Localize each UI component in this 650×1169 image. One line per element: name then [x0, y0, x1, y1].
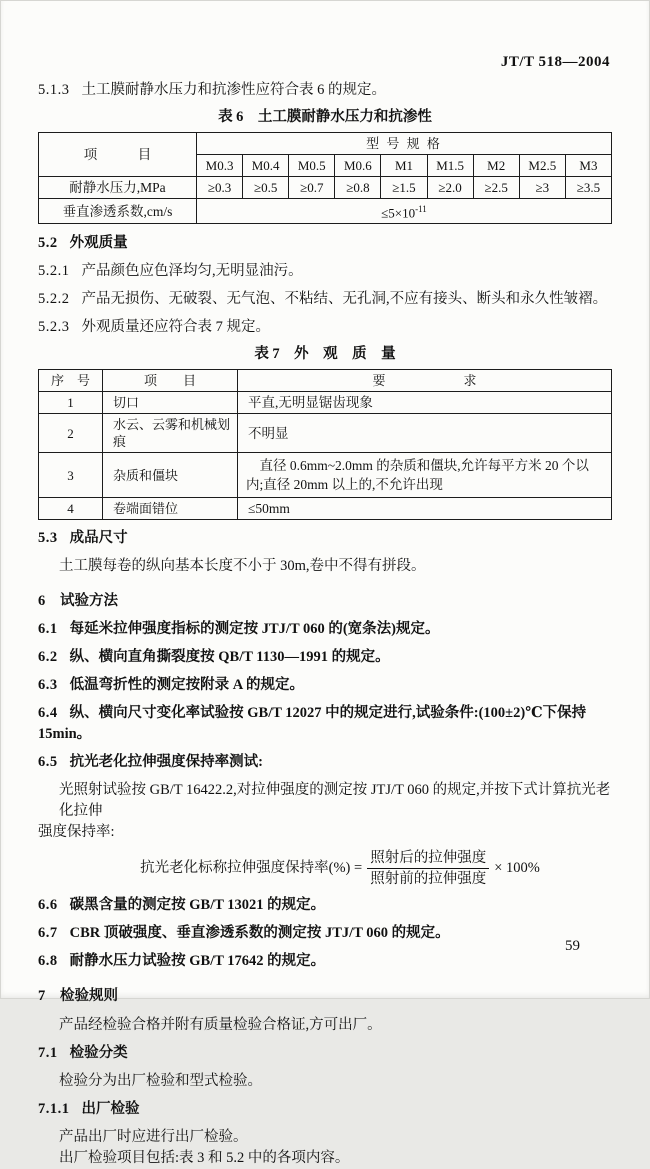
table-6: [38, 132, 612, 224]
row-seq: 1: [39, 392, 103, 414]
pressure-value: ≥2.0: [427, 177, 473, 199]
pressure-value: ≥0.5: [243, 177, 289, 199]
table-row: [39, 370, 612, 392]
formula-denominator: 照射前的拉伸强度: [370, 871, 487, 888]
clause-5-2-1: 5.2.1 产品颜色应色泽均匀,无明显油污。: [38, 263, 303, 280]
clause-6-4: 6.4 纵、横向尺寸变化率试验按 GB/T 12027 中的规定进行,试验条件:(100±2)℃下保持 15min。: [38, 705, 587, 743]
table-7-col-item: 项 目: [103, 370, 238, 392]
table-row: [39, 199, 612, 224]
row-seq: 4: [39, 498, 103, 520]
clause-6-1: 6.1 每延米拉伸强度指标的测定按 JTJ/T 060 的(宽条法)规定。: [38, 621, 440, 638]
row-item: 水云、云雾和机械划痕: [103, 414, 238, 453]
model-col: M1.5: [427, 155, 473, 177]
heading-7-1-1: 7.1.1 出厂检验: [38, 1101, 140, 1118]
pressure-value: ≥3.5: [565, 177, 611, 199]
row-seq: 3: [39, 453, 103, 498]
table-row: [39, 177, 612, 199]
pressure-value: ≥0.8: [335, 177, 381, 199]
row-req: 直径 0.6mm~2.0mm 的杂质和僵块,允许每平方米 20 个以内;直径 20mm 以上的,不允许出现: [238, 453, 612, 498]
clause-5-2-2: 5.2.2 产品无损伤、无破裂、无气泡、不粘结、无孔洞,不应有接头、断头和永久性皱褶。: [38, 291, 608, 308]
formula-lhs: 抗光老化标称拉伸强度保持率(%) =: [140, 860, 363, 877]
formula-numerator: 照射后的拉伸强度: [367, 849, 489, 869]
body-6-5-line1: 光照射试验按 GB/T 16422.2,对拉伸强度的测定按 JTJ/T 060 的规定,并按下式计算抗光老化拉伸: [59, 782, 611, 820]
clause-6-5: 6.5 抗光老化拉伸强度保持率测试:: [38, 754, 263, 771]
doc-number: JT/T 518—2004: [500, 54, 610, 70]
page-number: 59: [565, 938, 580, 954]
clause-6-2: 6.2 纵、横向直角撕裂度按 QB/T 1130—1991 的规定。: [38, 649, 390, 666]
pressure-value: ≥3: [519, 177, 565, 199]
model-col: M2.5: [519, 155, 565, 177]
permeability-value: $\le 5\times 10^{-11}$: [197, 199, 612, 224]
row-req: 平直,无明显锯齿现象: [238, 392, 612, 414]
pressure-value: ≥0.7: [289, 177, 335, 199]
row-req: ≤50mm: [238, 498, 612, 520]
clause-6-6: 6.6 碳黑含量的测定按 GB/T 13021 的规定。: [38, 897, 326, 914]
table-row: [39, 414, 612, 453]
model-col: M0.4: [243, 155, 289, 177]
row-item: 切口: [103, 392, 238, 414]
clause-6-3: 6.3 低温弯折性的测定按附录 A 的规定。: [38, 677, 305, 694]
row-item: 卷端面错位: [103, 498, 238, 520]
body-5-3: 土工膜每卷的纵向基本长度不小于 30m,卷中不得有拼段。: [59, 558, 426, 575]
pressure-value: ≥2.5: [473, 177, 519, 199]
heading-7: 7 检验规则: [38, 988, 118, 1005]
model-col: M3: [565, 155, 611, 177]
uv-aging-retention-formula: [68, 849, 612, 888]
pressure-value: ≥0.3: [197, 177, 243, 199]
table-6-title: 表 6 土工膜耐静水压力和抗渗性: [218, 109, 432, 125]
table-row: [39, 133, 612, 155]
table-6-header-spec: 型 号 规 格: [197, 133, 612, 155]
body-7-1-1-line2: 出厂检验项目包括:表 3 和 5.2 中的各项内容。: [59, 1150, 350, 1167]
clause-5-2-3: 5.2.3 外观质量还应符合表 7 规定。: [38, 319, 270, 336]
model-col: M1: [381, 155, 427, 177]
pressure-value: ≥1.5: [381, 177, 427, 199]
body-6-5-line2: 强度保持率:: [38, 824, 115, 841]
row-item: 杂质和僵块: [103, 453, 238, 498]
clause-text: 土工膜耐静水压力和抗渗性应符合表 6 的规定。: [81, 82, 386, 98]
clause-number: 5.1.3: [38, 82, 70, 98]
table-7: [38, 369, 612, 520]
heading-7-1: 7.1 检验分类: [38, 1045, 128, 1062]
table-row: [39, 453, 612, 498]
table-row: [39, 392, 612, 414]
clause-6-8: 6.8 耐静水压力试验按 GB/T 17642 的规定。: [38, 953, 326, 970]
body-7-1: 检验分为出厂检验和型式检验。: [59, 1073, 262, 1090]
table-6-header-item: 项 目: [39, 133, 197, 177]
formula-rhs: × 100%: [494, 860, 540, 877]
model-col: M0.6: [335, 155, 381, 177]
pressure-label: 耐静水压力,MPa: [39, 177, 197, 199]
table-7-title: 表 7 外 观 质 量: [254, 346, 396, 363]
formula-fraction: [367, 849, 489, 888]
model-col: M0.5: [289, 155, 335, 177]
model-col: M2: [473, 155, 519, 177]
clause-5-1-3: [38, 80, 612, 101]
heading-6: 6 试验方法: [38, 593, 118, 610]
heading-5-2: 5.2 外观质量: [38, 235, 128, 252]
body-7: 产品经检验合格并附有质量检验合格证,方可出厂。: [59, 1017, 382, 1034]
model-col: M0.3: [197, 155, 243, 177]
clause-6-7: 6.7 CBR 顶破强度、垂直渗透系数的测定按 JTJ/T 060 的规定。: [38, 925, 450, 942]
table-row: [39, 498, 612, 520]
heading-5-3: 5.3 成品尺寸: [38, 530, 128, 547]
permeability-label: 垂直渗透系数,cm/s: [39, 199, 197, 224]
table-7-col-seq: 序 号: [39, 370, 103, 392]
table-7-col-req: 要 求: [238, 370, 612, 392]
row-seq: 2: [39, 414, 103, 453]
body-7-1-1-line1: 产品出厂时应进行出厂检验。: [59, 1129, 248, 1146]
row-req: 不明显: [238, 414, 612, 453]
